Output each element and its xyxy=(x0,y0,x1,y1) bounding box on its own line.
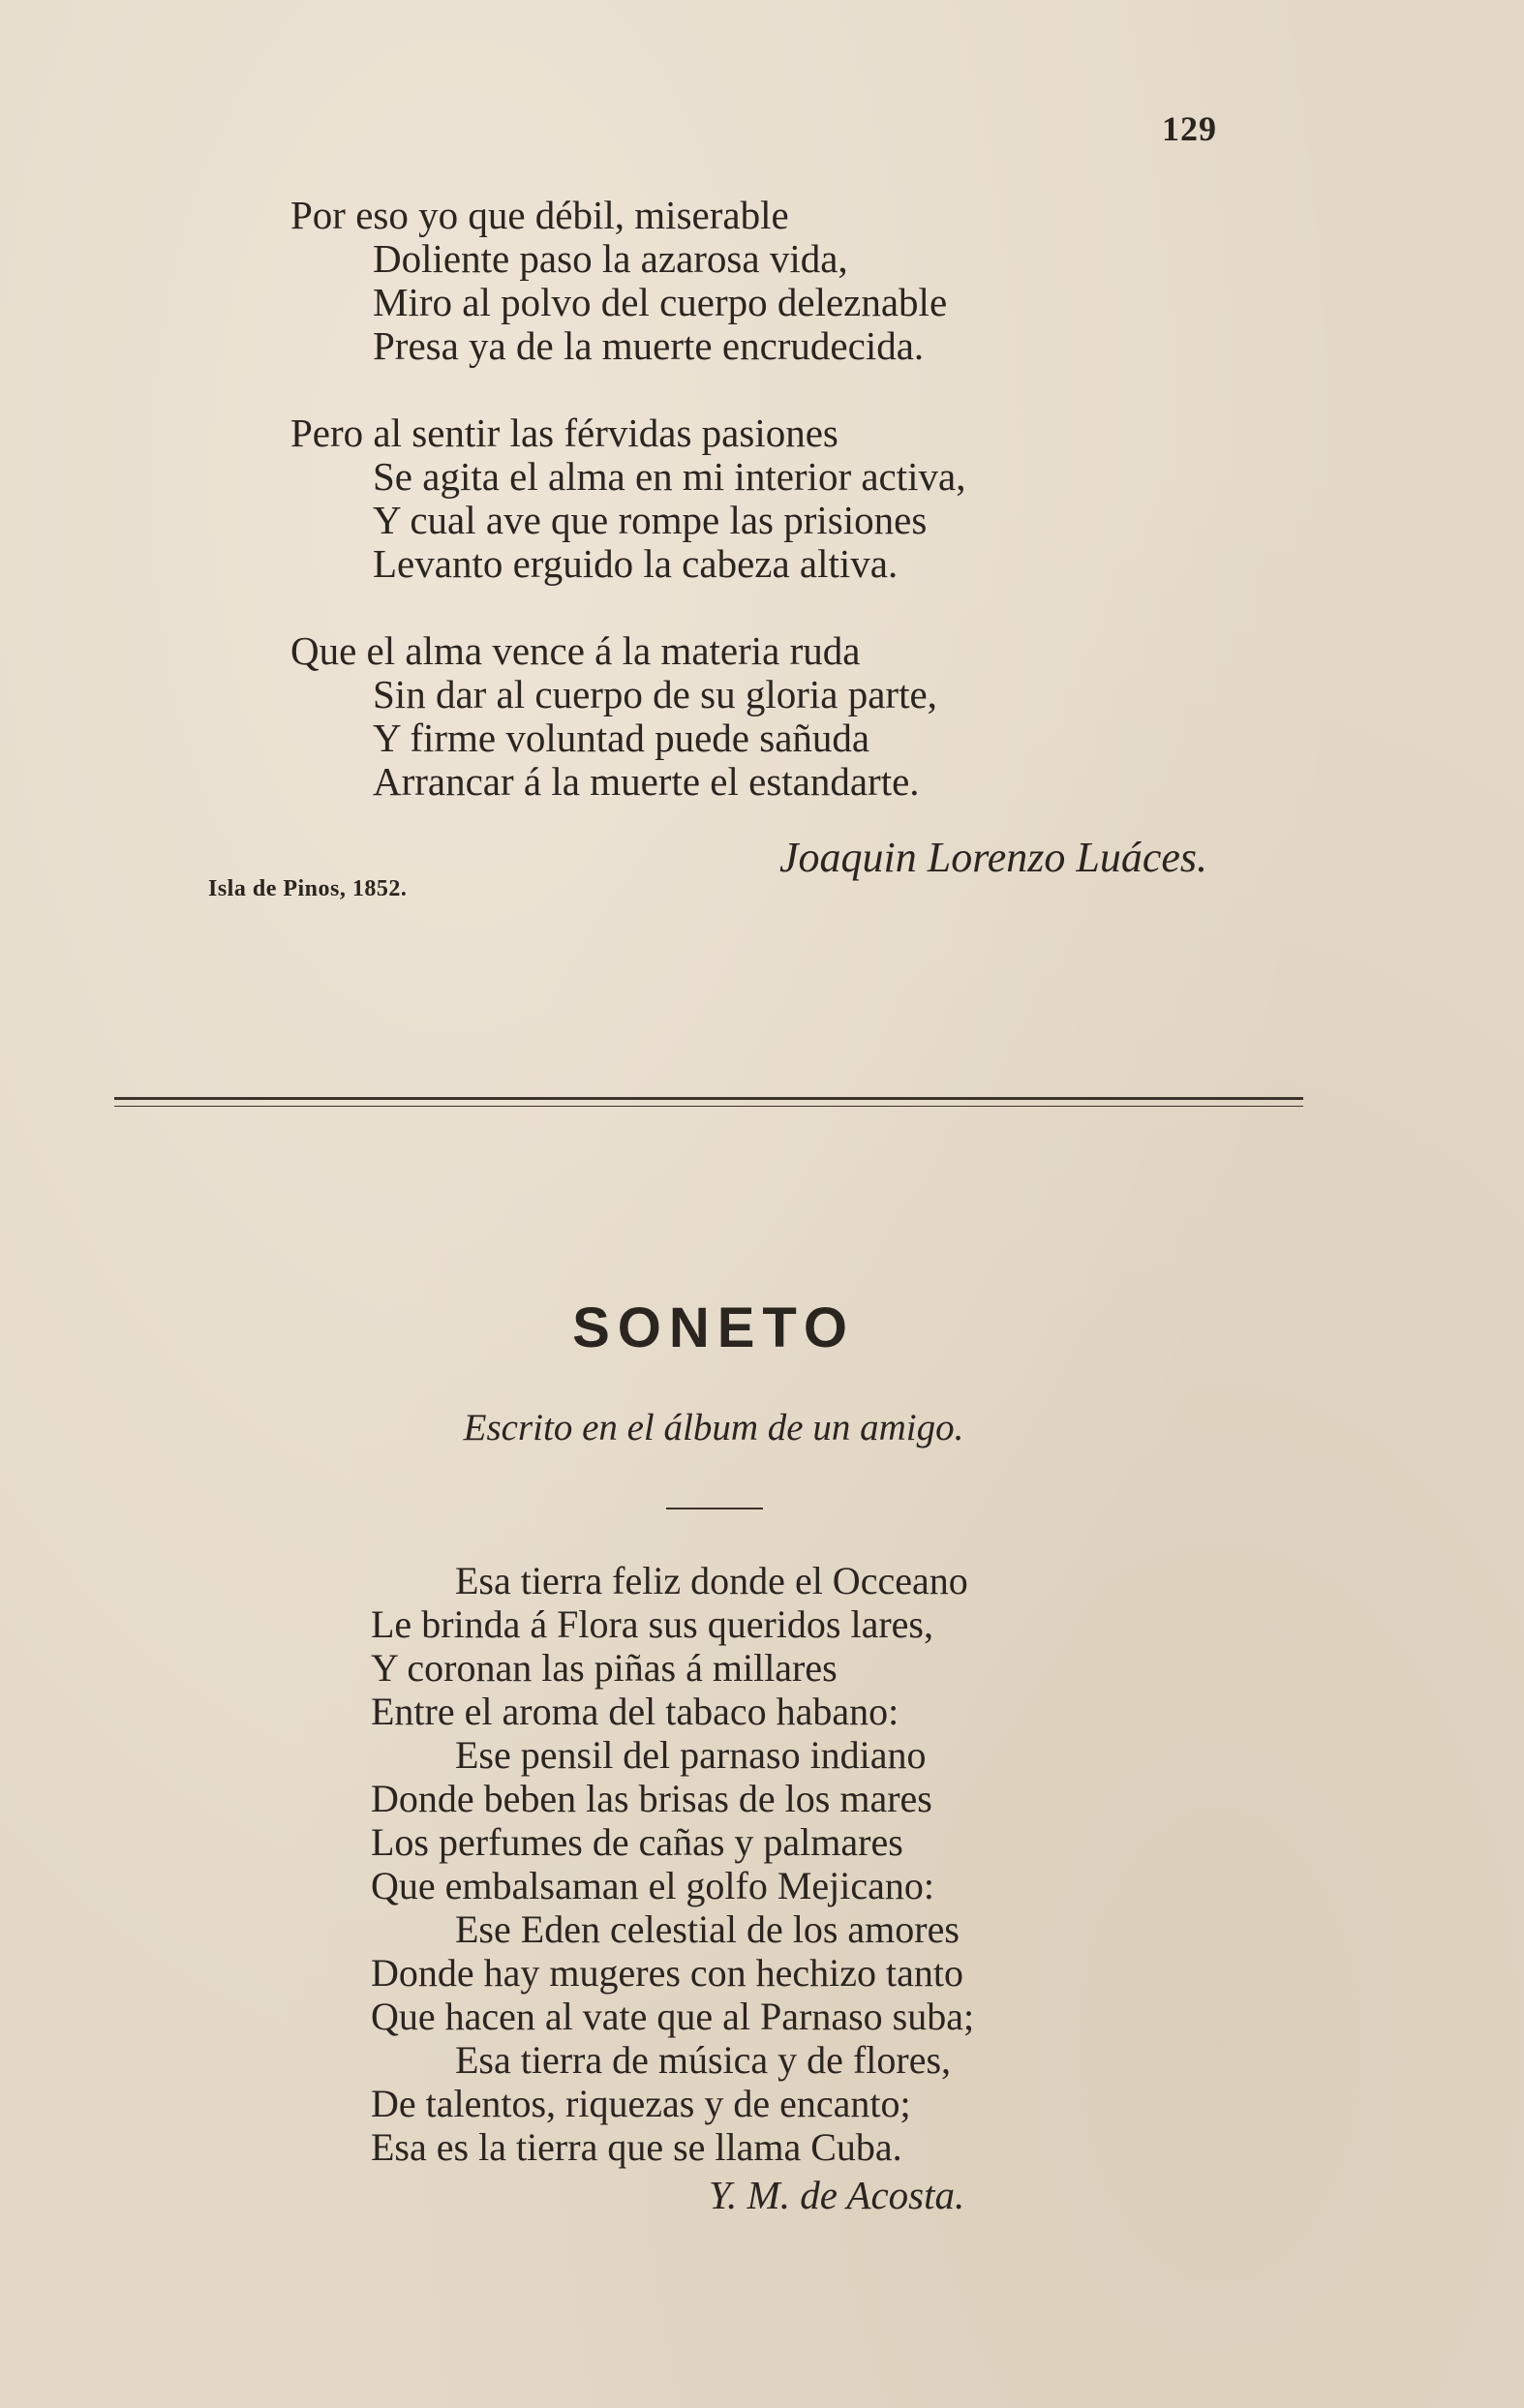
sonnet-line: Esa tierra de música y de flores, xyxy=(455,2038,952,2082)
sonnet-line: Donde hay mugeres con hechizo tanto xyxy=(371,1951,964,1995)
sonnet-line: Ese pensil del parnaso indiano xyxy=(455,1733,927,1777)
sonnet-line: Los perfumes de cañas y palmares xyxy=(371,1820,903,1864)
poem-signature: Joaquin Lorenzo Luáces. xyxy=(779,834,1208,881)
poem-line: Presa ya de la muerte encrudecida. xyxy=(373,323,925,368)
poem-line: Por eso yo que débil, miserable xyxy=(290,193,789,237)
section-divider xyxy=(114,1097,1303,1100)
sonnet-line: Esa es la tierra que se llama Cuba. xyxy=(371,2125,902,2169)
poem-line: Y cual ave que rompe las prisiones xyxy=(373,498,928,542)
poem-line: Se agita el alma en mi interior activa, xyxy=(373,454,966,499)
sonnet-title: SONETO xyxy=(572,1296,855,1359)
poem-line: Arrancar á la muerte el estandarte. xyxy=(373,759,920,804)
sonnet-signature: Y. M. de Acosta. xyxy=(709,2173,965,2217)
sonnet-subtitle: Escrito en el álbum de un amigo. xyxy=(463,1407,964,1448)
poem-line: Que el alma vence á la materia ruda xyxy=(290,628,861,673)
poem-line: Levanto erguido la cabeza altiva. xyxy=(373,541,899,586)
sonnet-line: De talentos, riquezas y de encanto; xyxy=(371,2082,911,2125)
subtitle-rule xyxy=(666,1508,763,1509)
section-divider-thin xyxy=(114,1106,1303,1107)
poem-line: Miro al polvo del cuerpo deleznable xyxy=(373,280,948,324)
sonnet-line: Le brinda á Flora sus queridos lares, xyxy=(371,1602,933,1646)
sonnet-line: Ese Eden celestial de los amores xyxy=(455,1907,960,1951)
sonnet-line: Donde beben las brisas de los mares xyxy=(371,1777,932,1820)
sonnet-line: Que hacen al vate que al Parnaso suba; xyxy=(371,1995,975,2038)
sonnet-line: Esa tierra feliz donde el Occeano xyxy=(455,1559,968,1602)
poem-line: Y firme voluntad puede sañuda xyxy=(373,716,870,760)
sonnet-line: Entre el aroma del tabaco habano: xyxy=(371,1690,899,1733)
poem-line: Pero al sentir las férvidas pasiones xyxy=(290,411,838,455)
poem-line: Doliente paso la azarosa vida, xyxy=(373,236,848,281)
poem-place-date: Isla de Pinos, 1852. xyxy=(208,876,408,901)
poem-line: Sin dar al cuerpo de su gloria parte, xyxy=(373,672,937,716)
page-number: 129 xyxy=(1162,109,1217,148)
sonnet-line: Que embalsaman el golfo Mejicano: xyxy=(371,1864,935,1907)
sonnet-line: Y coronan las piñas á millares xyxy=(371,1646,838,1690)
